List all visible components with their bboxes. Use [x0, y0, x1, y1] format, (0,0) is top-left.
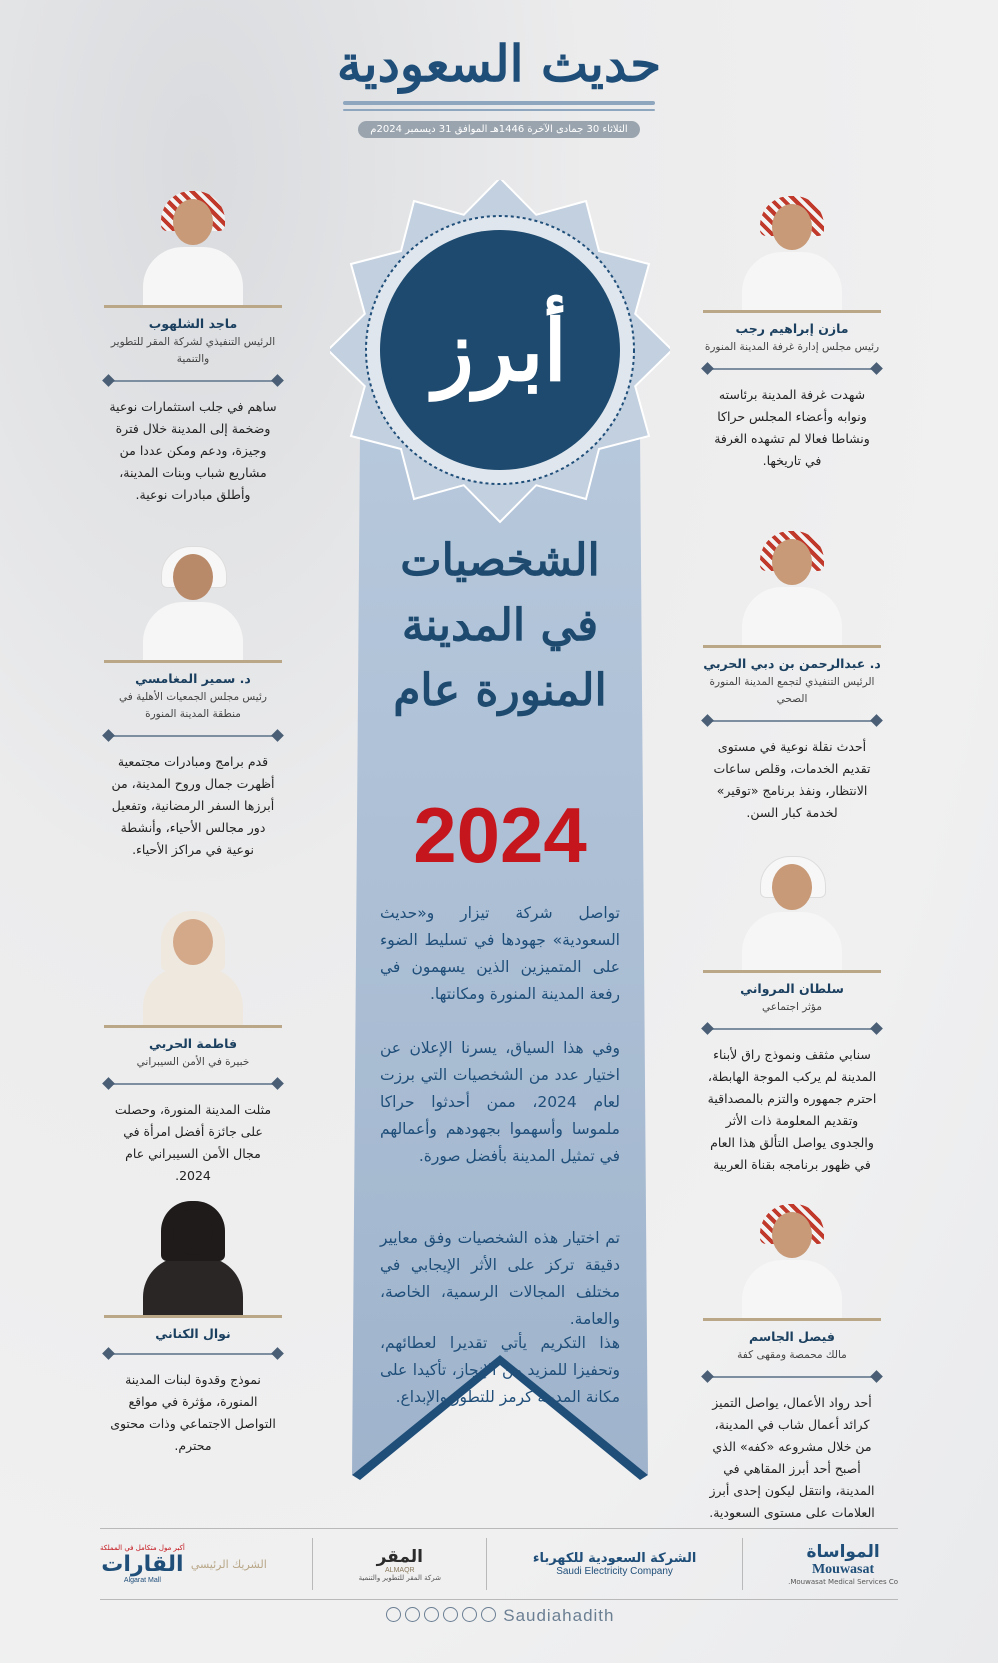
person-photo [722, 850, 862, 970]
main-partner [100, 1544, 267, 1584]
ribbon-title-line3: المنورة عام [393, 665, 607, 716]
person-photo [722, 1198, 862, 1318]
person-photo [722, 525, 862, 645]
web-icon[interactable] [386, 1607, 401, 1622]
person-description: مثلت المدينة المنورة، وحصلت على جائزة أفضل امرأة في مجال الأمن السيبراني عام 2024. [114, 1102, 272, 1183]
tiktok-icon[interactable] [462, 1607, 477, 1622]
ribbon-paragraph-3: تم اختيار هذه الشخصيات وفق معايير دقيقة تركز على الأثر الإيجابي في مختلف المجالات الرسمية، الخاصة، والعامة. [380, 1229, 620, 1328]
person-role: الرئيس التنفيذي لتجمع المدينة المنورة الصحي [709, 676, 875, 705]
footer-separator [742, 1538, 743, 1590]
person-description: شهدت غرفة المدينة برئاسته ونوابه وأعضاء المجلس حراكا ونشاطا فعالا لم تشهده الغرفة في تاريخها. [714, 387, 870, 468]
person-role: رئيس مجلس الجمعيات الأهلية في منطقة المدينة المنورة [119, 691, 267, 720]
person-card [703, 850, 881, 1176]
brand-rule [343, 101, 655, 105]
social-handle[interactable]: Saudiahadith [503, 1606, 615, 1625]
date-badge: الثلاثاء 30 جمادى الآخرة 1446هـ الموافق 31 ديسمبر 2024م [358, 121, 639, 138]
person-role: رئيس مجلس إدارة غرفة المدينة المنورة [704, 341, 880, 353]
brand-logo: حديث السعودية [336, 34, 662, 93]
person-description: أحد رواد الأعمال، يواصل التميز كرائد أعمال شاب في المدينة، من خلال مشروعه «كفه» الذي أصبح أحد أبرز المقاهي في المدينة، وانتقل ليكون إحدى أبرز العلامات على مستوى السعودية. [709, 1395, 875, 1520]
maqar-logo[interactable]: المقر ALMAQR شركة المقر للتطوير والتنمية [358, 1546, 441, 1582]
divider [104, 374, 282, 388]
person-photo [722, 190, 862, 310]
person-card [104, 540, 282, 861]
person-role: الرئيس التنفيذي لشركة المقر للتطوير والتنمية [110, 336, 276, 365]
person-description: سنابي مثقف ونموذج راق لأبناء المدينة لم يركب الموجة الهابطة، احترم جمهوره والتزم بالمصداقية وتقديم المعلومة ذات الأثر والجدوى يواصل التألق هذا العام في ظهور برنامجه بقناة العربية [707, 1047, 877, 1172]
person-description: أحدث نقلة نوعية في مستوى تقديم الخدمات، وقلص ساعات الانتظار، ونفذ برنامج «توقير» لخدمة كبار السن. [713, 739, 871, 820]
social-bar [0, 1606, 998, 1626]
ribbon-paragraph-1: تواصل شركة تيزار و«حديث السعودية» جهودها في تسليط الضوء على المتميزين الذين يسهمون في رفعة المدينة المنورة ومكانتها. [380, 904, 620, 1003]
person-description: ساهم في جلب استثمارات نوعية وضخمة إلى المدينة خلال فترة وجيزة، ودعم ومكن عددا من مشاريع شباب وبنات المدينة، وأطلق مبادرات نوعية. [109, 399, 277, 502]
partners-footer [100, 1528, 898, 1600]
person-card [104, 1195, 282, 1457]
person-photo [123, 185, 263, 305]
person-name: ماجد الشلهوب [148, 316, 238, 331]
instagram-icon[interactable] [443, 1607, 458, 1622]
person-card [703, 190, 881, 472]
person-name: د. سمير المغامسي [135, 671, 251, 686]
ribbon-paragraph-2: وفي هذا السياق، يسرنا الإعلان عن اختيار عدد من الشخصيات التي برزت لعام 2024، ممن أحدثوا حراكا ملموسا وأسهموا بجهودهم وأعمالهم في تمثيل المدينة بأفضل صورة. [380, 1039, 620, 1165]
footer-separator [312, 1538, 313, 1590]
person-description: نموذج وقدوة لبنات المدينة المنورة، مؤثرة في مواقع التواصل الاجتماعي وذات محتوى محترم. [110, 1372, 276, 1453]
person-description: قدم برامج ومبادرات مجتمعية أظهرت جمال وروح المدينة، من أبرزها السفر الرمضانية، وتفعيل دور مجالس الأحياء، وأنشطة نوعية في مراكز الأحياء. [111, 754, 275, 857]
person-name: نوال الكناني [155, 1326, 231, 1341]
person-name: مازن إبراهيم رجب [735, 321, 849, 336]
mouwasat-logo[interactable]: المواساة Mouwasat Mouwasat Medical Services Co. [788, 1542, 898, 1586]
person-name: د. عبدالرحمن بن دبي الحربي [703, 656, 881, 671]
divider [703, 714, 881, 728]
qarat-logo[interactable]: أكبر مول متكامل في المملكة القارات Algarat Mall [100, 1544, 185, 1584]
person-card [104, 185, 282, 506]
person-photo [123, 905, 263, 1025]
person-name: فاطمة الحربي [148, 1036, 238, 1051]
person-name: سلطان المرواني [740, 981, 844, 996]
person-role: مالك محمصة ومقهى كفة [737, 1349, 847, 1361]
person-photo [123, 540, 263, 660]
central-ribbon [330, 180, 670, 1490]
ribbon-year: 2024 [413, 791, 587, 879]
person-card [104, 905, 282, 1187]
youtube-icon[interactable] [481, 1607, 496, 1622]
badge-word: أبرز [433, 300, 567, 400]
sec-logo[interactable]: الشركة السعودية للكهرباء Saudi Electricity Company [532, 1551, 697, 1577]
divider [104, 1077, 282, 1091]
divider [703, 1022, 881, 1036]
person-role: خبيرة في الأمن السيبراني [136, 1056, 250, 1068]
x-icon[interactable] [424, 1607, 439, 1622]
footer-separator [486, 1538, 487, 1590]
masthead [0, 34, 998, 138]
snapchat-icon[interactable] [405, 1607, 420, 1622]
person-role: مؤثر اجتماعي [762, 1001, 822, 1013]
ribbon-paragraph-4: هذا التكريم يأتي تقديرا لعطائهم، وتحفيزا للمزيد من الإنجاز، تأكيدا على مكانة المدينة كرمز للتطور والإبداع. [380, 1334, 620, 1406]
ribbon-title-line1: الشخصيات [400, 535, 600, 586]
brand-rule-thin [343, 109, 655, 111]
person-name: فيصل الجاسم [749, 1329, 835, 1344]
main-partner-label: الشريك الرئيسي [190, 1557, 267, 1571]
divider [703, 1370, 881, 1384]
person-card [703, 1198, 881, 1524]
divider [703, 362, 881, 376]
person-photo [123, 1195, 263, 1315]
divider [104, 1347, 282, 1361]
person-card [703, 525, 881, 824]
ribbon-title-line2: في المدينة [401, 600, 599, 651]
divider [104, 729, 282, 743]
